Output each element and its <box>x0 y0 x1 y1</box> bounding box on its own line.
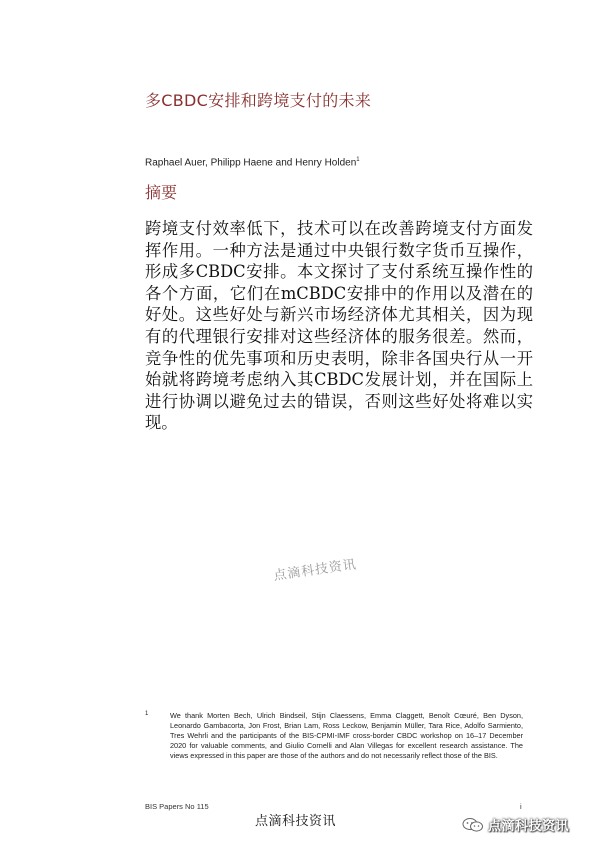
abstract-body: 跨境支付效率低下，技术可以在改善跨境支付方面发挥作用。一种方法是通过中央银行数字货币互操作，形成多CBDC安排。本文探讨了支付系统互操作性的各个方面，它们在mCBDC安排中的作用以及潜在的好处。这些好处与新兴市场经济体尤其相关，因为现有的代理银行安排对这些经济体的服务很差。然而，竞争性的优先事项和历史表明，除非各国央行从一开始就将跨境考虑纳入其CBDC发展计划，并在国际上进行协调以避免过去的错误，否则这些好处将难以实现。 <box>145 219 533 433</box>
footer-series: BIS Papers No 115 <box>145 802 209 811</box>
watermark-text: 点滴科技资讯 <box>272 557 358 584</box>
wechat-icon <box>462 817 484 833</box>
page-number: i <box>520 802 522 811</box>
wechat-badge <box>462 815 569 834</box>
footer-source: 点滴科技资讯 <box>255 814 337 829</box>
author-footnote-ref[interactable]: 1 <box>356 157 360 163</box>
abstract-heading: 摘要 <box>145 183 178 202</box>
footnote-mark: 1 <box>145 711 149 717</box>
wechat-account-label: 点滴科技资讯 <box>488 819 570 834</box>
author-line <box>145 157 360 168</box>
authors-text: Raphael Auer, Philipp Haene and Henry Holden <box>145 157 357 169</box>
footnote-text: We thank Morten Bech, Ulrich Bindseil, Stijn Claessens, Emma Claggett, Benoît Cœuré, Ben Dyson, Leonardo Gambacorta, Jon Frost, Brian Lam, Ross Leckow, Benjamin Müller, Tara Rice, Adolfo Sarmiento, Tres Wehrli and the participants of the BIS-CPMI-IMF cross-border CBDC workshop on 16–17 December 2020 for valuable comments, and Giulio Cornelli and Alan Villegas for excellent research assistance. The views expressed in this paper are those of the authors and do not necessarily reflect those of the BIS. <box>170 711 523 761</box>
document-title: 多CBDC安排和跨境支付的未来 <box>145 91 372 110</box>
